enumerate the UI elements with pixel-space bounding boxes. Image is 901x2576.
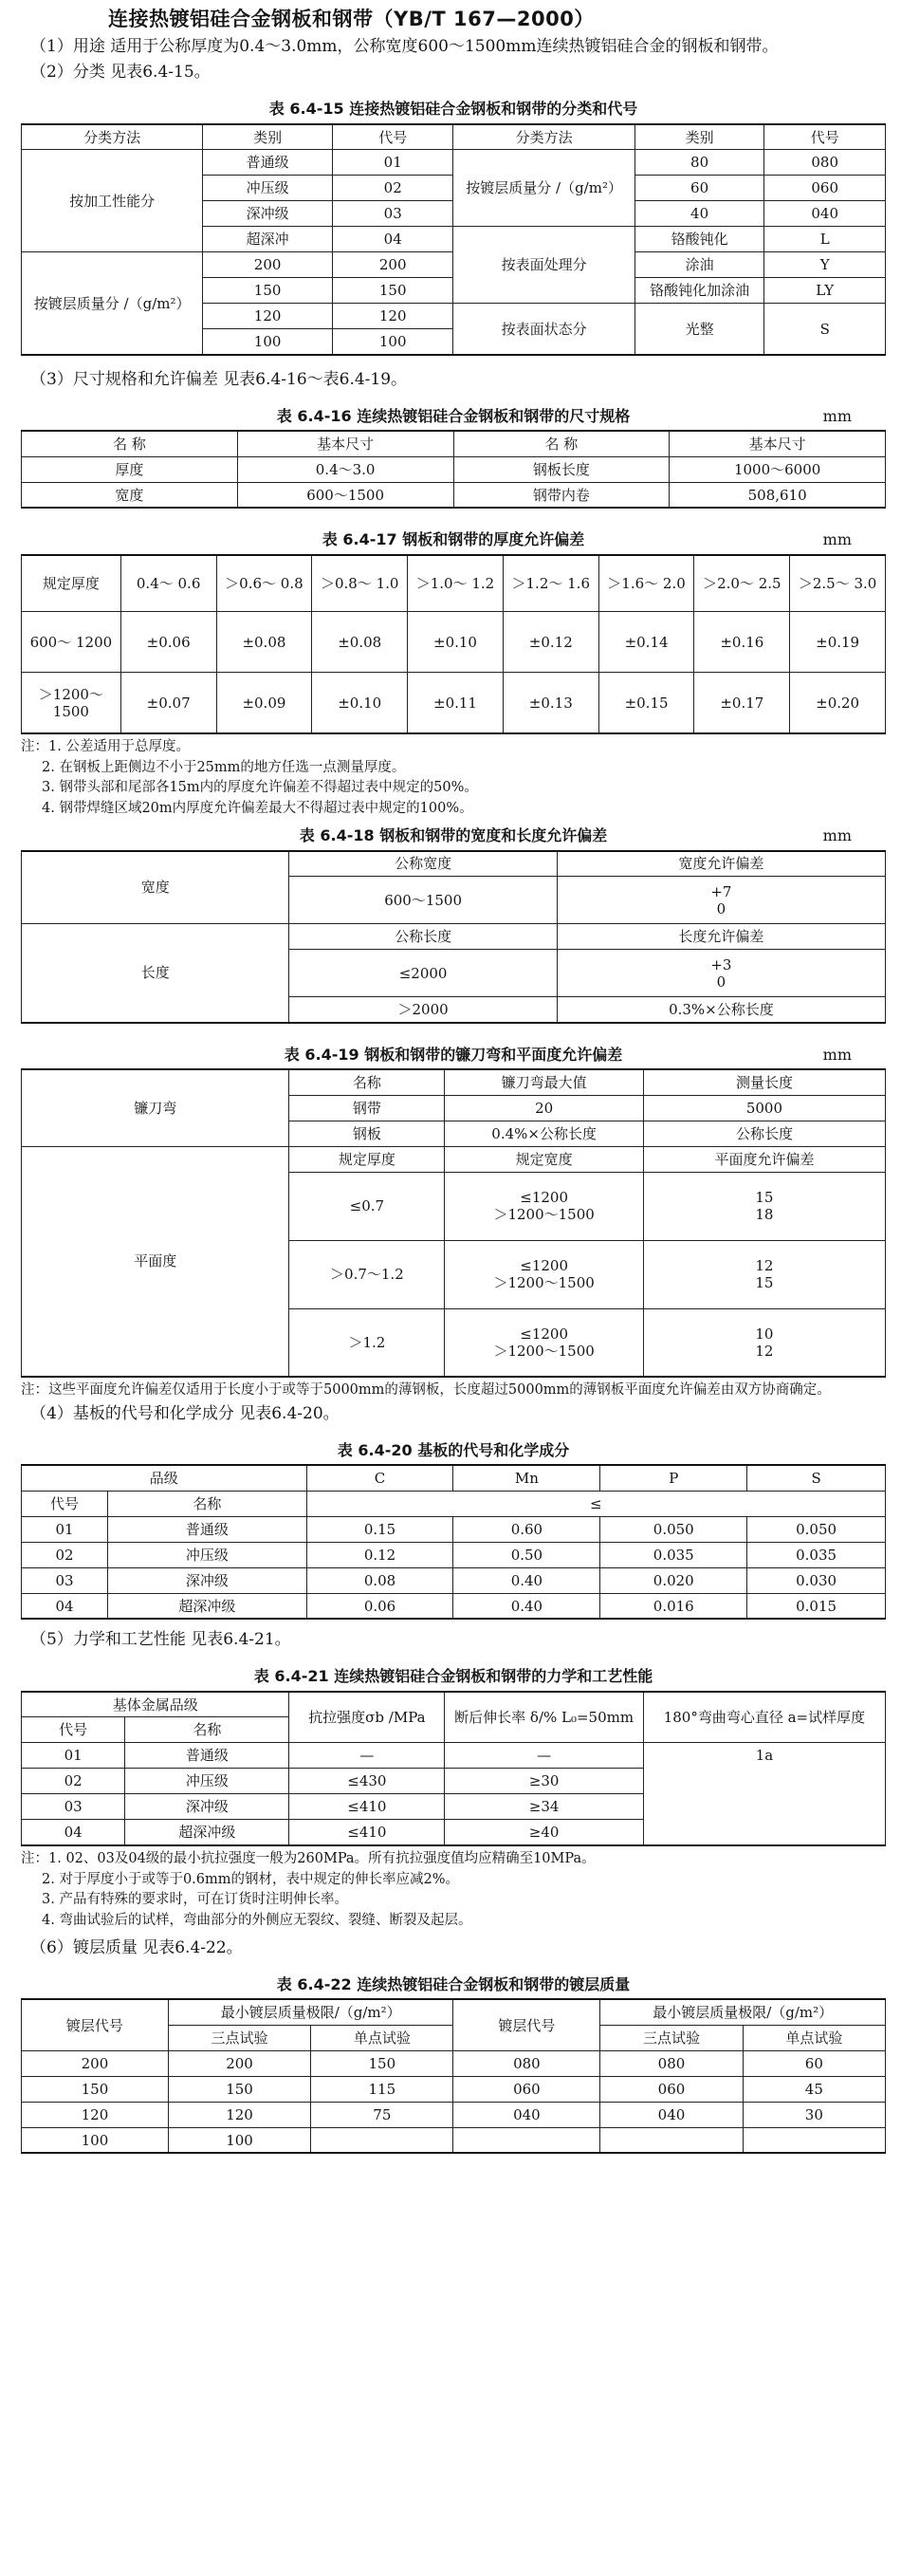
table-17 <box>21 554 886 734</box>
table-16 <box>21 430 886 509</box>
table-row: 深冲级 03 40 040 <box>22 201 886 227</box>
mechanical-paragraph: （5）力学和工艺性能 见表6.4-21。 <box>30 1630 291 1650</box>
table-row: 04 超深冲级 ≤410 ≥40 <box>22 1820 886 1845</box>
table-20 <box>21 1464 886 1620</box>
table-row: 200 200 150 080 080 60 <box>22 2050 886 2076</box>
table-row: 厚度 0.4～3.0 钢板长度 1000～6000 <box>22 456 886 482</box>
table-row: 02 冲压级 0.12 0.50 0.035 0.035 <box>22 1542 886 1567</box>
table-row: 按加工性能分 普通级 01 按镀层质量分 /（g/m²） 80 080 <box>22 150 886 176</box>
table-row: ≤0.7 ≤1200 ＞1200～1500 15 18 <box>22 1172 886 1240</box>
table-21 <box>21 1691 886 1846</box>
table-row: 冲压级 02 60 060 <box>22 176 886 201</box>
table-21-caption: 表 6.4-21 连续热镀铝硅合金钢板和钢带的力学和工艺性能 <box>253 1667 653 1686</box>
table-row: 03 深冲级 0.08 0.40 0.020 0.030 <box>22 1567 886 1593</box>
table-15-caption: 表 6.4-15 连接热镀铝硅合金钢板和钢带的分类和代号 <box>268 100 638 119</box>
table-header-row: 镀层代号 最小镀层质量极限/（g/m²） 镀层代号 最小镀层质量极限/（g/m²） <box>22 1999 886 2025</box>
table-row: 600～ 1200 ±0.06 ±0.08 ±0.08 ±0.10 ±0.12 ±0.14 ±0.16 ±0.19 <box>22 612 886 673</box>
table-row: 宽度 公称宽度 宽度允许偏差 <box>22 851 886 877</box>
table-row: 平面度 规定厚度 规定宽度 平面度允许偏差 <box>22 1146 886 1172</box>
table-21-notes: 注：1. 02、03及04级的最小抗拉强度一般为260MPa。所有抗拉强度值均应精确至10MPa。 2. 对于厚度小于或等于0.6mm的钢材，表中规定的伸长率应减2%。 3. 产品有特殊的要求时，可在订货时注明伸长率。 4. 弯曲试验后的试样，弯曲部分的外侧应无裂纹、裂缝、断裂及起层。 <box>21 1850 596 1929</box>
table-row: 03 深冲级 ≤410 ≥34 <box>22 1794 886 1820</box>
table-19-note: 注：这些平面度允许偏差仅适用于长度小于或等于5000mm的薄钢板，长度超过5000mm的薄钢板平面度允许偏差由双方协商确定。 <box>21 1382 831 1399</box>
table-header-row: 代号 名称 <box>22 1717 886 1743</box>
table-18 <box>21 850 886 1024</box>
table-header-row: 名 称 基本尺寸 名 称 基本尺寸 <box>22 431 886 456</box>
table-19-caption: 表 6.4-19 钢板和钢带的镰刀弯和平面度允许偏差 mm <box>284 1045 852 1064</box>
table-row: 01 普通级 0.15 0.60 0.050 0.050 <box>22 1516 886 1542</box>
table-row: ＞1200～ 1500 ±0.07 ±0.09 ±0.10 ±0.11 ±0.13 ±0.15 ±0.17 ±0.20 <box>22 673 886 733</box>
table-row: 120 120 按表面状态分 光整 S <box>22 304 886 329</box>
table-header-row: 分类方法 类别 代号 分类方法 类别 代号 <box>22 124 886 150</box>
table-19 <box>21 1068 886 1378</box>
table-row: 150 150 铬酸钝化加涂油 LY <box>22 278 886 304</box>
table-row: 100 100 <box>22 2127 886 2153</box>
coating-paragraph: （6）镀层质量 见表6.4-22。 <box>30 1937 243 1957</box>
table-row: 600～1500 +7 0 <box>22 877 886 924</box>
table-row: 钢带 20 5000 <box>22 1095 886 1121</box>
table-17-notes: 注：1. 公差适用于总厚度。 2. 在钢板上距侧边不小于25mm的地方任选一点测量厚度。 3. 钢带头部和尾部各15m内的厚度允许偏差不得超过表中规定的50%。 4. 钢带焊缝区域20m内厚度允许偏差最大不得超过表中规定的100%。 <box>21 738 478 817</box>
table-header-row: 品级 C Mn P S <box>22 1465 886 1491</box>
table-header-row: 代号 名称 ≤ <box>22 1491 886 1516</box>
table-16-caption: 表 6.4-16 连续热镀铝硅合金钢板和钢带的尺寸规格 mm <box>276 406 852 425</box>
table-row: 150 150 115 060 060 45 <box>22 2076 886 2102</box>
table-row: ＞1.2 ≤1200 ＞1200～1500 10 12 <box>22 1308 886 1377</box>
table-row: ≤2000 +3 0 <box>22 950 886 997</box>
table-row: 镰刀弯 名称 镰刀弯最大值 测量长度 <box>22 1069 886 1095</box>
table-17-caption: 表 6.4-17 钢板和钢带的厚度允许偏差 mm <box>322 530 852 549</box>
table-row: 120 120 75 040 040 30 <box>22 2102 886 2127</box>
table-row: ＞2000 0.3%×公称长度 <box>22 997 886 1023</box>
table-row: 超深冲 04 按表面处理分 铬酸钝化 L <box>22 227 886 252</box>
table-22-caption: 表 6.4-22 连续热镀铝硅合金钢板和钢带的镀层质量 <box>276 1974 631 1993</box>
table-22 <box>21 1998 886 2154</box>
table-row: 100 100 <box>22 329 886 355</box>
size-paragraph: （3）尺寸规格和允许偏差 见表6.4-16～表6.4-19。 <box>30 369 408 389</box>
table-header-row: 规定厚度 0.4～ 0.6 ＞0.6～ 0.8 ＞0.8～ 1.0 ＞1.0～ 1.2 ＞1.2～ 1.6 ＞1.6～ 2.0 ＞2.0～ 2.5 ＞2.5～ 3.0 <box>22 555 886 612</box>
table-header-row: 三点试验 单点试验 三点试验 单点试验 <box>22 2025 886 2050</box>
page-title: 连接热镀铝硅合金钢板和钢带（YB/T 167—2000） <box>108 8 595 30</box>
table-row: 长度 公称长度 长度允许偏差 <box>22 924 886 950</box>
table-row: 02 冲压级 ≤430 ≥30 <box>22 1769 886 1794</box>
usage-paragraph: （1）用途 适用于公称厚度为0.4～3.0mm，公称宽度600～1500mm连续热镀铝硅合金的钢板和钢带。 <box>30 37 779 57</box>
table-row: 04 超深冲级 0.06 0.40 0.016 0.015 <box>22 1593 886 1619</box>
table-row: 宽度 600～1500 钢带内卷 508,610 <box>22 482 886 508</box>
table-row: ＞0.7～1.2 ≤1200 ＞1200～1500 12 15 <box>22 1240 886 1308</box>
classification-paragraph: （2）分类 见表6.4-15。 <box>30 63 211 83</box>
table-row: 01 普通级 — — 1a <box>22 1743 886 1769</box>
base-plate-paragraph: （4）基板的代号和化学成分 见表6.4-20。 <box>30 1403 340 1423</box>
table-row: 按镀层质量分 /（g/m²） 200 200 涂油 Y <box>22 252 886 278</box>
table-header-row: 基体金属品级 抗拉强度σb /MPa 断后伸长率 δ/% L₀=50mm 180°弯曲弯心直径 a=试样厚度 <box>22 1692 886 1717</box>
table-row: 钢板 0.4%×公称长度 公称长度 <box>22 1121 886 1146</box>
table-20-caption: 表 6.4-20 基板的代号和化学成分 <box>337 1440 570 1459</box>
table-15 <box>21 123 886 356</box>
table-18-caption: 表 6.4-18 钢板和钢带的宽度和长度允许偏差 mm <box>299 825 852 844</box>
